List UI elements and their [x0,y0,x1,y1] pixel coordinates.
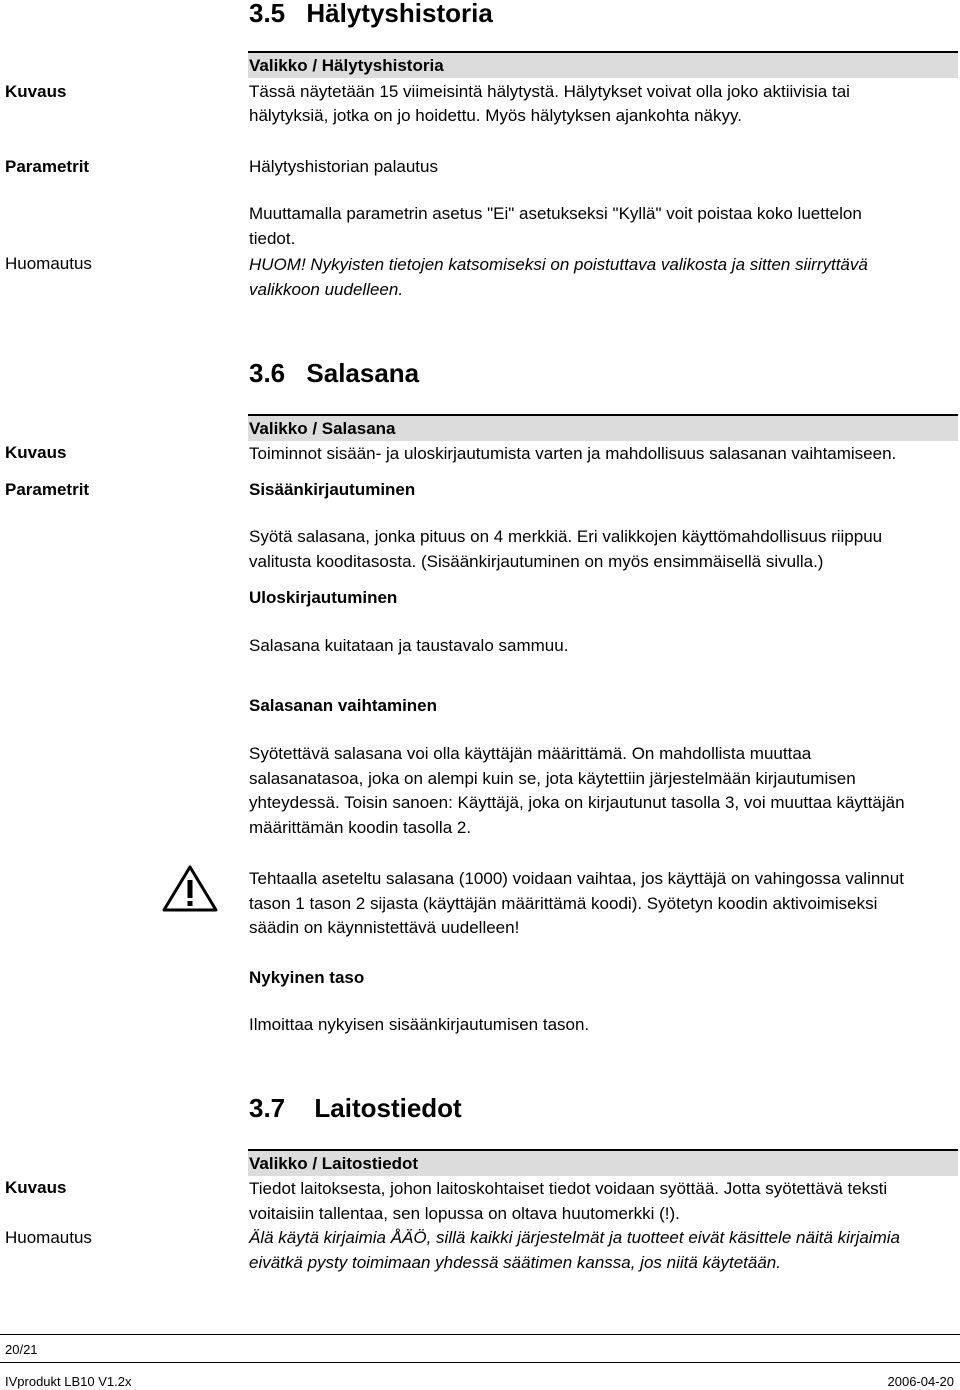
section-title-3-5 [249,0,493,29]
note-line: tiedot. [249,229,296,248]
logout-text: Salasana kuitataan ja taustavalo sammuu. [249,636,569,655]
parametrit-label: Parametrit [5,157,90,176]
menu-path: Valikko / Laitostiedot [248,1149,958,1176]
login-line: valitusta kooditasosta. (Sisäänkirjautuminen on myös ensimmäisellä sivulla.) [249,552,824,571]
current-level-title: Nykyinen taso [249,968,365,987]
parameter-title: Hälytyshistorian palautus [249,157,438,176]
section-heading: Hälytyshistoria [306,0,493,28]
current-level-text: Ilmoittaa nykyisen sisäänkirjautumisen tason. [249,1015,590,1034]
warning-line: tason 1 tason 2 sijasta (käyttäjän määrittämä koodi). Syötetyn koodin aktivoimiseksi [249,894,878,913]
note-line: valikkoon uudelleen. [249,280,404,299]
section-title-3-7 [249,1093,462,1124]
login-title: Sisäänkirjautuminen [249,480,416,499]
section-number: 3.6 [249,358,286,388]
kuvaus-label: Kuvaus [5,443,67,462]
password-change-line: yhteydessä. Toisin sanoen: Käyttäjä, joka on kirjautunut tasolla 3, voi muuttaa käyttäjän [249,793,905,812]
description-text: Toiminnot sisään- ja uloskirjautumista varten ja mahdollisuus salasanan vaihtamiseen. [249,444,897,463]
note-line: HUOM! Nykyisten tietojen katsomiseksi on poistuttava valikosta ja sitten siirryttävä [249,255,868,274]
menu-path: Valikko / Salasana [248,414,958,441]
note-line: Muuttamalla parametrin asetus "Ei" asetukseksi "Kyllä" voit poistaa koko luettelon [249,204,862,223]
menu-path: Valikko / Hälytyshistoria [248,51,958,78]
password-change-line: Syötettävä salasana voi olla käyttäjän määrittämä. On mahdollista muuttaa [249,744,812,763]
description-line: hälytyksiä, jotka on jo hoidettu. Myös hälytyksen ajankohta näkyy. [249,106,742,125]
parametrit-label: Parametrit [5,480,90,499]
huomautus-label: Huomautus [5,1228,92,1247]
description-line: Tässä näytetään 15 viimeisintä hälytystä. Hälytykset voivat olla joko aktiivisia tai [249,82,850,101]
note-line: Älä käytä kirjaimia ÅÄÖ, sillä kaikki järjestelmät ja tuotteet eivät käsittele näitä kirjaimia [249,1228,900,1247]
product-name: IVprodukt LB10 V1.2x [5,1374,132,1389]
warning-line: säädin on käynnistettävä uudelleen! [249,918,520,937]
logout-title: Uloskirjautuminen [249,588,398,607]
section-heading: Salasana [306,358,420,388]
description-line: Tiedot laitoksesta, johon laitoskohtaiset tiedot voidaan syöttää. Jotta syötettävä teksti [249,1179,888,1198]
password-change-title: Salasanan vaihtaminen [249,696,438,715]
section-heading: Laitostiedot [314,1093,462,1123]
footer-divider [0,1362,960,1363]
document-date: 2006-04-20 [887,1374,954,1389]
login-line: Syötä salasana, jonka pituus on 4 merkkiä. Eri valikkojen käyttömahdollisuus riippuu [249,527,883,546]
description-line: voitaisiin tallentaa, sen lopussa on oltava huutomerkki (!). [249,1204,680,1223]
warning-triangle-icon [160,863,220,913]
section-title-3-6 [249,358,419,389]
note-line: eivätkä pysty toimimaan yhdessä säätimen kanssa, jos niitä käytetään. [249,1253,781,1272]
password-change-line: määrittämän koodin tasolla 2. [249,818,472,837]
section-number: 3.7 [249,1093,286,1123]
section-number: 3.5 [249,0,286,28]
password-change-line: salasanatasoa, joka on alempi kuin se, jota käytettiin järjestelmään kirjautumisen [249,769,856,788]
warning-line: Tehtaalla aseteltu salasana (1000) voidaan vaihtaa, jos käyttäjä on vahingossa valinnut [249,869,904,888]
kuvaus-label: Kuvaus [5,82,67,101]
kuvaus-label: Kuvaus [5,1178,67,1197]
page-number: 20/21 [5,1342,38,1357]
footer-divider [0,1334,960,1335]
huomautus-label: Huomautus [5,254,92,273]
